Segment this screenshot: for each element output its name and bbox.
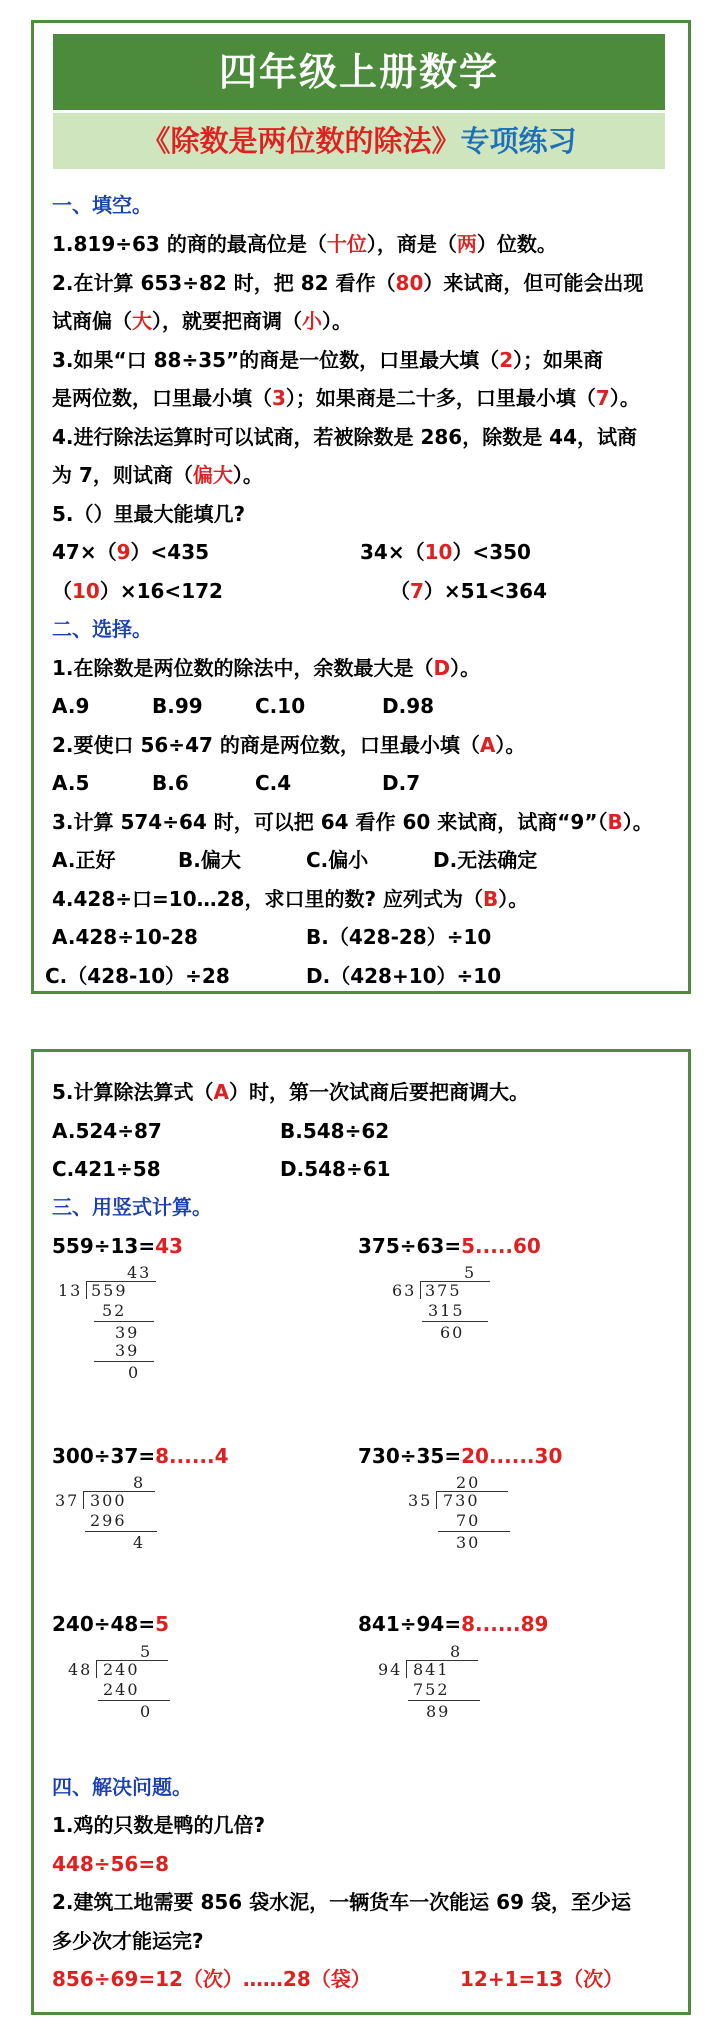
problem-q2-answer2: 12+1=13（次） — [460, 1967, 624, 1991]
choice-q3-option-a: A.正好 — [52, 848, 116, 872]
choice-q1-option-c: C.10 — [255, 694, 306, 718]
choice-q1-option-a: A.9 — [52, 694, 90, 718]
choice-q4: 4.428÷口=10…28，求口里的数? 应列式为（B）。 — [52, 887, 529, 911]
choice-q5-option-c: C.421÷58 — [52, 1157, 161, 1181]
fill-q5-item1: 47×（9）<435 — [52, 540, 210, 564]
section-fill-blank-title: 一、填空。 — [52, 193, 152, 217]
fill-q4-line2: 为 7，则试商（偏大）。 — [52, 463, 263, 487]
long-division-4: 20 35 730 70 30 — [408, 1475, 518, 1565]
choice-q1-option-d: D.98 — [382, 694, 435, 718]
choice-q5: 5.计算除法算式（A）时，第一次试商后要把商调大。 — [52, 1080, 529, 1104]
fill-q2-line2: 试商偏（大），就要把商调（小）。 — [52, 309, 352, 333]
ld4-divisor: 35 — [408, 1491, 433, 1510]
ld1-dividend: 559 — [91, 1281, 128, 1300]
choice-q2-option-c: C.4 — [255, 771, 292, 795]
fill-q5-item4: （7）×51<364 — [390, 579, 548, 603]
problem-q2-answer1: 856÷69=12（次）……28（袋） — [52, 1967, 371, 1991]
section-vertical-calc-title: 三、用竖式计算。 — [52, 1195, 212, 1219]
ld6-divisor: 94 — [378, 1660, 403, 1679]
ld3-divisor: 37 — [55, 1491, 80, 1510]
ld5-dividend: 240 — [103, 1660, 140, 1679]
calc-expr-3: 300÷37=8......4 — [52, 1444, 229, 1468]
ld3-dividend: 300 — [90, 1491, 127, 1510]
choice-q4-option-c: C.（428-10）÷28 — [45, 964, 230, 988]
choice-q3-option-b: B.偏大 — [178, 848, 241, 872]
page-subtitle: 《除数是两位数的除法》专项练习 — [53, 113, 665, 169]
choice-q5-option-b: B.548÷62 — [280, 1119, 390, 1143]
choice-q4-option-a: A.428÷10-28 — [52, 925, 198, 949]
long-division-1: 43 13 559 52 39 39 0 — [58, 1265, 158, 1375]
fill-q5: 5.（）里最大能填几? — [52, 502, 246, 526]
problem-q1: 1.鸡的只数是鸭的几倍? — [52, 1813, 266, 1837]
choice-q3-option-d: D.无法确定 — [433, 848, 538, 872]
calc-expr-4: 730÷35=20......30 — [358, 1444, 563, 1468]
fill-q3-line1: 3.如果“口 88÷35”的商是一位数，口里最大填（2）；如果商 — [52, 348, 604, 372]
choice-q2-option-a: A.5 — [52, 771, 90, 795]
ld2-divisor: 63 — [392, 1281, 417, 1300]
choice-q3-option-c: C.偏小 — [306, 848, 369, 872]
long-division-6: 8 94 841 752 89 — [378, 1644, 488, 1734]
fill-q2-line1: 2.在计算 653÷82 时，把 82 看作（80）来试商，但可能会出现 — [52, 271, 644, 295]
choice-q5-option-d: D.548÷61 — [280, 1157, 391, 1181]
section-choice-title: 二、选择。 — [52, 617, 152, 641]
calc-expr-2: 375÷63=5.....60 — [358, 1234, 541, 1258]
choice-q4-option-b: B.（428-28）÷10 — [306, 925, 492, 949]
ld1-divisor: 13 — [58, 1281, 83, 1300]
problem-q2-line1: 2.建筑工地需要 856 袋水泥，一辆货车一次能运 69 袋，至少运 — [52, 1890, 631, 1914]
fill-q4-line1: 4.进行除法运算时可以试商，若被除数是 286，除数是 44，试商 — [52, 425, 638, 449]
choice-q4-option-d: D.（428+10）÷10 — [306, 964, 502, 988]
long-division-3: 8 37 300 296 4 — [55, 1475, 165, 1565]
choice-q2: 2.要使口 56÷47 的商是两位数，口里最小填（A）。 — [52, 733, 526, 757]
calc-expr-5: 240÷48=5 — [52, 1612, 170, 1636]
choice-q2-option-b: B.6 — [152, 771, 189, 795]
fill-q5-item3: （10）×16<172 — [52, 579, 223, 603]
ld4-dividend: 730 — [443, 1491, 480, 1510]
choice-q1-option-b: B.99 — [152, 694, 203, 718]
choice-q5-option-a: A.524÷87 — [52, 1119, 162, 1143]
ld5-divisor: 48 — [68, 1660, 93, 1679]
choice-q1: 1.在除数是两位数的除法中，余数最大是（D）。 — [52, 656, 481, 680]
fill-q5-item2: 34×（10）<350 — [360, 540, 531, 564]
long-division-5: 5 48 240 240 0 — [68, 1644, 178, 1734]
calc-expr-6: 841÷94=8......89 — [358, 1612, 549, 1636]
page-title: 四年级上册数学 — [53, 34, 665, 110]
ld6-dividend: 841 — [413, 1660, 450, 1679]
fill-q1: 1.819÷63 的商的最高位是（十位），商是（两）位数。 — [52, 232, 557, 256]
choice-q3: 3.计算 574÷64 时，可以把 64 看作 60 来试商，试商“9”（B）。 — [52, 810, 653, 834]
calc-expr-1: 559÷13=43 — [52, 1234, 183, 1258]
section-problem-solving-title: 四、解决问题。 — [52, 1775, 192, 1799]
ld2-dividend: 375 — [425, 1281, 462, 1300]
fill-q3-line2: 是两位数，口里最小填（3）；如果商是二十多，口里最小填（7）。 — [52, 386, 640, 410]
choice-q2-option-d: D.7 — [382, 771, 421, 795]
long-division-2: 5 63 375 315 60 — [392, 1265, 492, 1345]
problem-q1-answer: 448÷56=8 — [52, 1852, 170, 1876]
problem-q2-line2: 多少次才能运完? — [52, 1929, 204, 1953]
